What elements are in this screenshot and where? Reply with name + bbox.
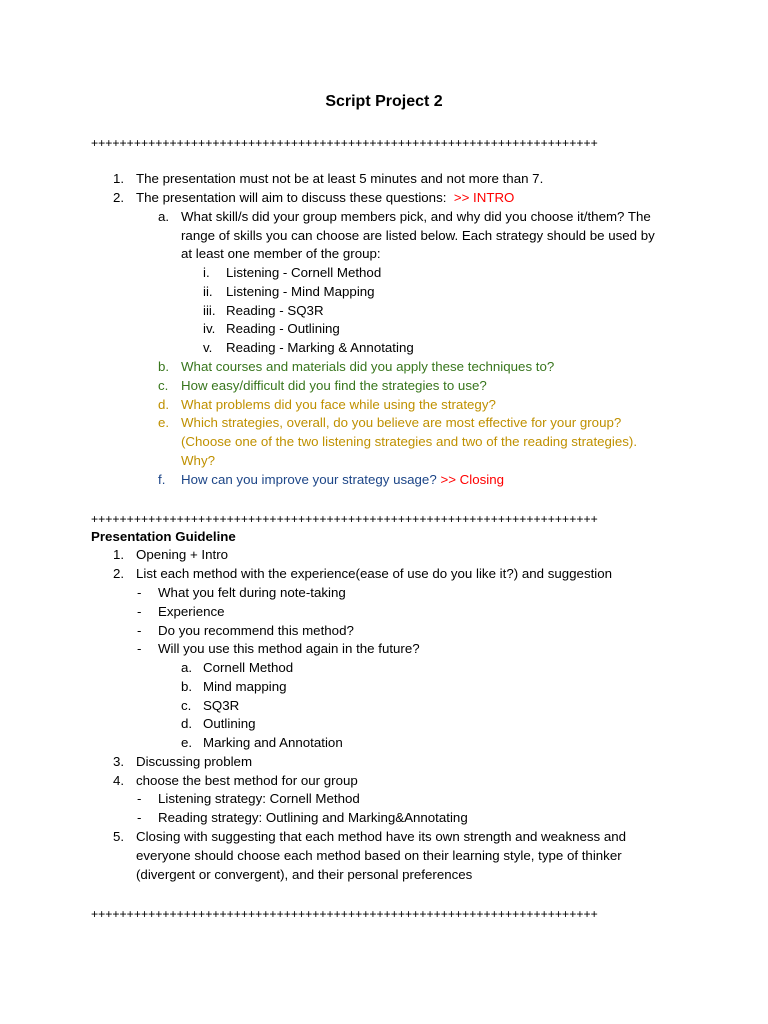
- intro-tag: >> INTRO: [453, 190, 515, 205]
- list-marker: c.: [158, 378, 169, 393]
- list-marker: 4.: [113, 773, 125, 788]
- question-text-line: range of skills you can choose are listed below. Each strategy should be used by: [181, 228, 655, 243]
- list-marker: d.: [158, 397, 170, 412]
- list-marker: a.: [181, 660, 193, 675]
- separator-line: +++++++++++++++++++++++++++++++++++++++++++++++++++++++++++++++++++++++: [91, 512, 598, 526]
- skill-text: Reading - Outlining: [226, 321, 340, 336]
- bullet-marker: -: [137, 623, 142, 638]
- skill-text: Listening - Mind Mapping: [226, 284, 375, 299]
- skill-text: Reading - Marking & Annotating: [226, 340, 414, 355]
- list-item-text: Opening + Intro: [136, 547, 229, 562]
- bullet-text: Reading strategy: Outlining and Marking&Annotating: [158, 810, 468, 825]
- list-item-text: Discussing problem: [136, 754, 253, 769]
- method-text: Cornell Method: [203, 660, 294, 675]
- list-marker: 2.: [113, 566, 125, 581]
- list-item-text: The presentation will aim to discuss these questions:: [136, 190, 447, 205]
- bullet-marker: -: [137, 604, 142, 619]
- separator-line: +++++++++++++++++++++++++++++++++++++++++++++++++++++++++++++++++++++++: [91, 907, 598, 921]
- list-item-text: choose the best method for our group: [136, 773, 358, 788]
- list-marker: b.: [158, 359, 170, 374]
- list-marker: a.: [158, 209, 170, 224]
- list-marker: iii.: [203, 303, 216, 318]
- bullet-marker: -: [137, 585, 142, 600]
- bullet-marker: -: [137, 791, 142, 806]
- document-title: Script Project 2: [325, 93, 443, 110]
- bullet-marker: -: [137, 810, 142, 825]
- list-item-text-line: (divergent or convergent), and their personal preferences: [136, 867, 473, 882]
- bullet-text: Do you recommend this method?: [158, 623, 354, 638]
- list-marker: 1.: [113, 171, 125, 186]
- method-text: SQ3R: [203, 698, 240, 713]
- list-item-text: List each method with the experience(ease of use do you like it?) and suggestion: [136, 566, 613, 581]
- skill-text: Reading - SQ3R: [226, 303, 324, 318]
- bullet-text: Experience: [158, 604, 225, 619]
- bullet-marker: -: [137, 641, 142, 656]
- question-text-line: What skill/s did your group members pick, and why did you choose it/them? The: [181, 209, 651, 224]
- list-marker: e.: [158, 415, 170, 430]
- skill-text: Listening - Cornell Method: [226, 265, 382, 280]
- method-text: Outlining: [203, 716, 256, 731]
- list-marker: 3.: [113, 754, 125, 769]
- list-item-text-line: Closing with suggesting that each method have its own strength and weakness and: [136, 829, 627, 844]
- closing-tag: >> Closing: [440, 472, 505, 487]
- list-marker: 2.: [113, 190, 125, 205]
- list-marker: v.: [203, 340, 213, 355]
- list-marker: 5.: [113, 829, 125, 844]
- bullet-text: Will you use this method again in the future?: [158, 641, 420, 656]
- list-item-content: [136, 189, 514, 208]
- method-text: Mind mapping: [203, 679, 287, 694]
- list-marker: e.: [181, 735, 193, 750]
- list-marker: b.: [181, 679, 193, 694]
- method-text: Marking and Annotation: [203, 735, 343, 750]
- list-marker: d.: [181, 716, 193, 731]
- bullet-text: Listening strategy: Cornell Method: [158, 791, 360, 806]
- list-marker: i.: [203, 265, 210, 280]
- list-marker: ii.: [203, 284, 213, 299]
- question-content: [181, 471, 504, 490]
- question-text: What courses and materials did you apply these techniques to?: [181, 359, 555, 374]
- list-marker: c.: [181, 698, 192, 713]
- separator-line: +++++++++++++++++++++++++++++++++++++++++++++++++++++++++++++++++++++++: [91, 136, 598, 150]
- list-marker: iv.: [203, 321, 216, 336]
- question-text-line: Why?: [181, 453, 215, 468]
- question-text: How can you improve your strategy usage?: [181, 472, 437, 487]
- list-item-text: The presentation must not be at least 5 minutes and not more than 7.: [136, 171, 544, 186]
- question-text: How easy/difficult did you find the strategies to use?: [181, 378, 487, 393]
- list-marker: f.: [158, 472, 166, 487]
- list-marker: 1.: [113, 547, 125, 562]
- question-text: What problems did you face while using the strategy?: [181, 397, 496, 412]
- section-heading: Presentation Guideline: [91, 529, 236, 544]
- list-item-text-line: everyone should choose each method based on their learning style, type of thinker: [136, 848, 622, 863]
- question-text-line: Which strategies, overall, do you believe are most effective for your group?: [181, 415, 622, 430]
- question-text-line: at least one member of the group:: [181, 246, 381, 261]
- question-text-line: (Choose one of the two listening strategies and two of the reading strategies).: [181, 434, 638, 449]
- bullet-text: What you felt during note-taking: [158, 585, 346, 600]
